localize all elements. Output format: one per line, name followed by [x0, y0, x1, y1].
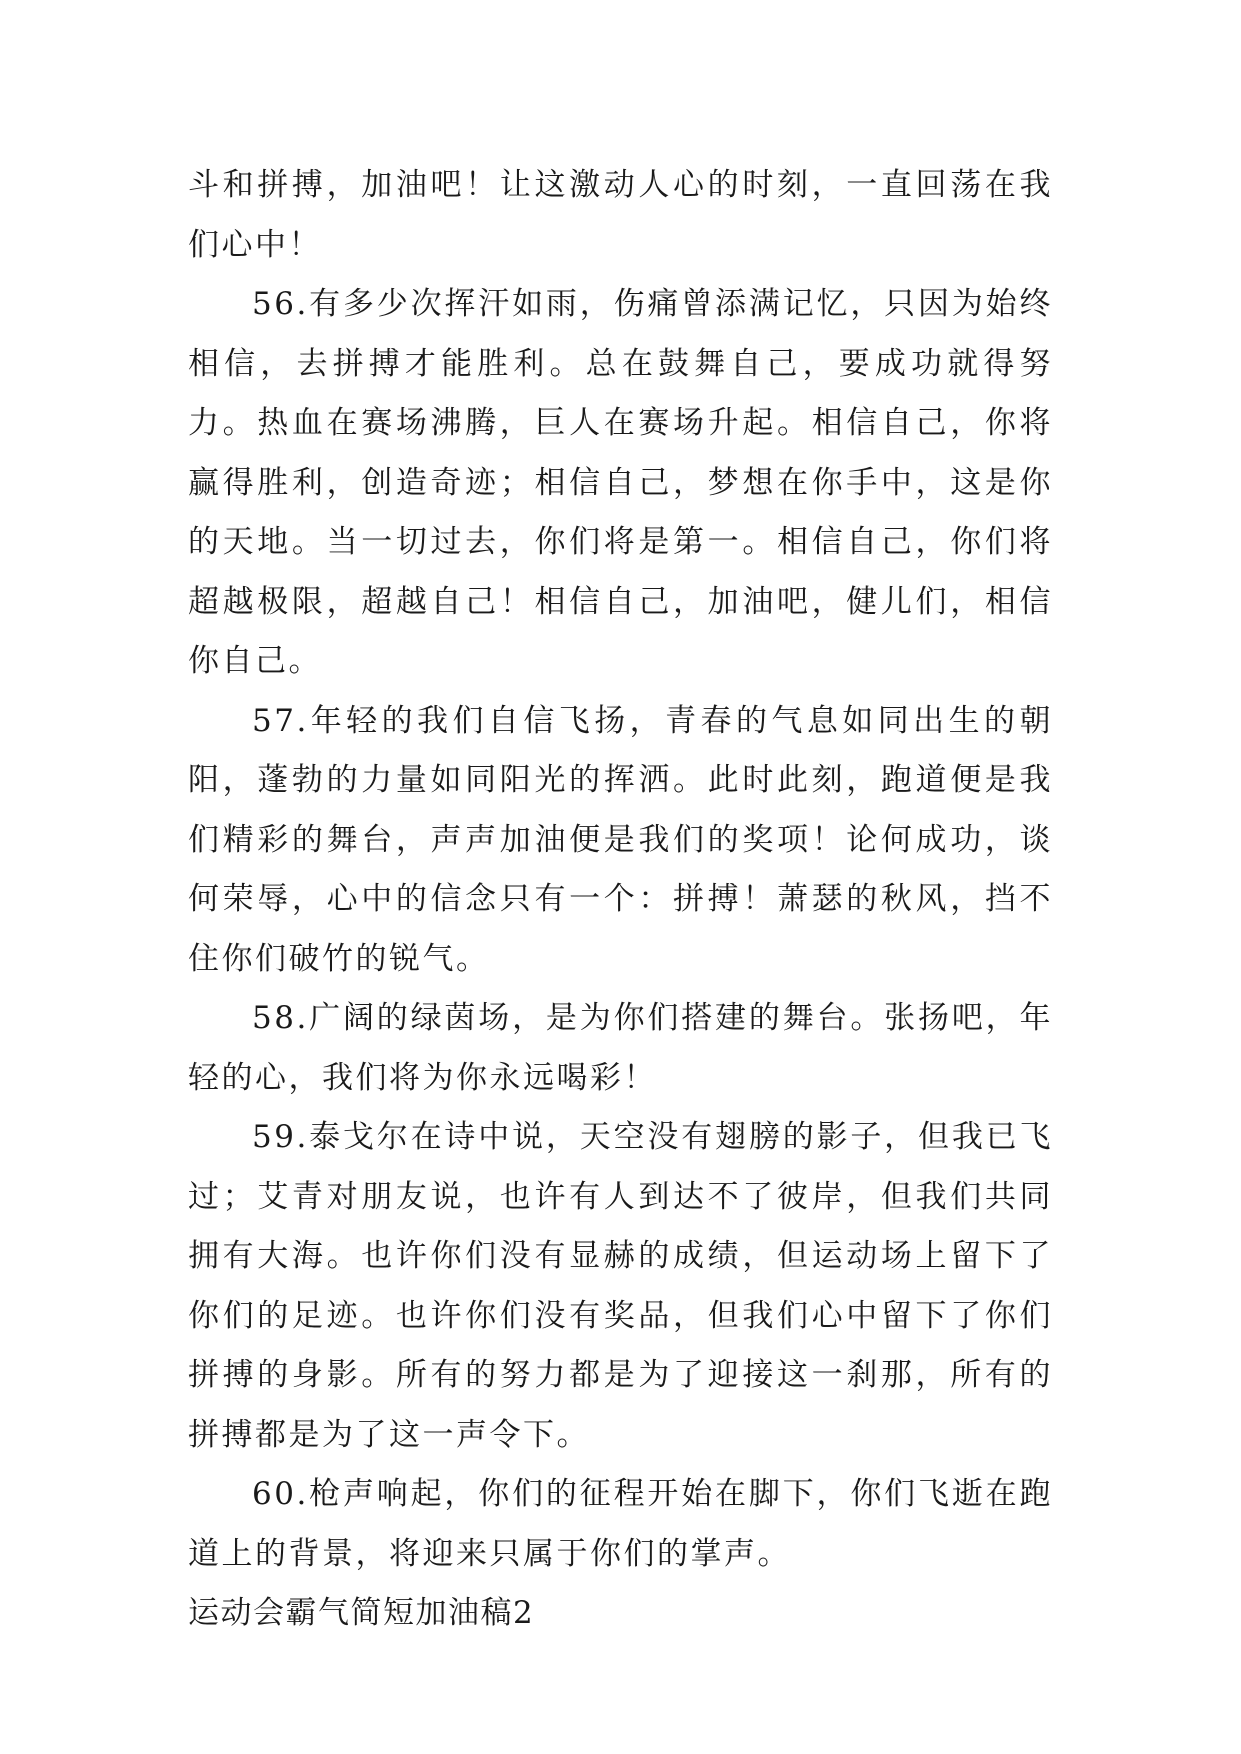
paragraph-item-58: 58.广阔的绿茵场，是为你们搭建的舞台。张扬吧，年轻的心，我们将为你永远喝彩！ [188, 1000, 1053, 1096]
paragraph-item-56: 56.有多少次挥汗如雨，伤痛曾添满记忆，只因为始终相信，去拼搏才能胜利。总在鼓舞自己，要成功就得努力。热血在赛场沸腾，巨人在赛场升起。相信自己，你将赢得胜利，创造奇迹；相信自己，梦想在你手中，这是你的天地。当一切过去，你们将是第一。相信自己，你们将超越极限，超越自己！相信自己，加油吧，健儿们，相信你自己。 [188, 286, 1053, 679]
paragraph-continuation: 斗和拼搏，加油吧！让这激动人心的时刻，一直回荡在我们心中！ [188, 167, 1053, 263]
document-body [188, 156, 1053, 1644]
paragraph-item-57: 57.年轻的我们自信飞扬，青春的气息如同出生的朝阳，蓬勃的力量如同阳光的挥洒。此时此刻，跑道便是我们精彩的舞台，声声加油便是我们的奖项！论何成功，谈何荣辱，心中的信念只有一个：拼搏！萧瑟的秋风，挡不住你们破竹的锐气。 [188, 702, 1053, 977]
paragraph-item-60: 60.枪声响起，你们的征程开始在脚下，你们飞逝在跑道上的背景，将迎来只属于你们的掌声。 [188, 1476, 1053, 1572]
section-heading: 运动会霸气简短加油稿2 [188, 1595, 535, 1631]
paragraph-item-59: 59.泰戈尔在诗中说，天空没有翅膀的影子，但我已飞过；艾青对朋友说，也许有人到达不了彼岸，但我们共同拥有大海。也许你们没有显赫的成绩，但运动场上留下了你们的足迹。也许你们没有奖品，但我们心中留下了你们拼搏的身影。所有的努力都是为了迎接这一刹那，所有的拼搏都是为了这一声令下。 [188, 1119, 1053, 1453]
